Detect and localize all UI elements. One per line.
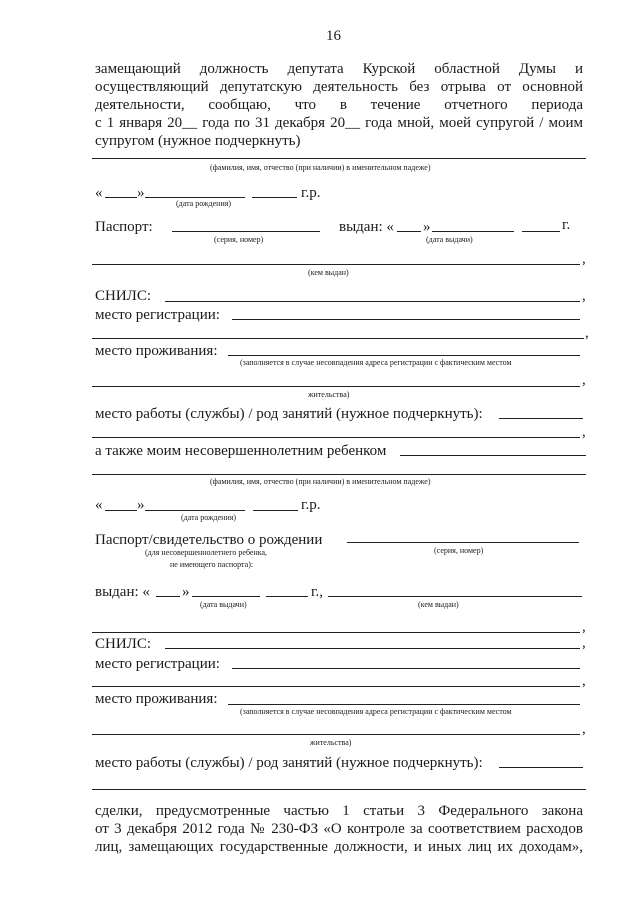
child-issued-label: выдан: « <box>95 584 150 600</box>
child-issued-year-g: г., <box>311 584 323 600</box>
spouse-snils-label: СНИЛС: <box>95 288 152 304</box>
spouse-work-label: место работы (службы) / род занятий (нужное подчеркнуть): <box>95 406 483 422</box>
spouse-snils-comma: , <box>582 288 586 304</box>
child-work-line-2[interactable] <box>92 789 586 790</box>
child-issued-by-line[interactable] <box>328 596 582 597</box>
child-fio-line-2[interactable] <box>92 474 586 475</box>
spouse-res-comma: , <box>582 372 586 388</box>
spouse-issued-by-comma: , <box>582 251 586 267</box>
child-issued-by-hint: (кем выдан) <box>418 600 459 609</box>
spouse-issued-year-g: г. <box>562 217 571 233</box>
child-reg-comma: , <box>582 673 586 689</box>
spouse-reg-line-2[interactable] <box>92 338 584 339</box>
child-birth-year-line[interactable] <box>253 510 298 511</box>
child-intro: а также моим несовершеннолетним ребенком <box>95 443 387 459</box>
child-birth-day-line[interactable] <box>105 510 137 511</box>
spouse-issued-day-line[interactable] <box>397 231 421 232</box>
spouse-reg-line-1[interactable] <box>232 319 580 320</box>
child-birth-year-suffix: г.р. <box>301 497 321 513</box>
spouse-reg-comma: , <box>585 325 589 341</box>
outro-line-2: от 3 декабря 2012 года № 230-ФЗ «О контроле за соответствием расходов <box>95 821 583 837</box>
spouse-birth-month-line[interactable] <box>145 197 245 198</box>
child-res-hint-1: (заполняется в случае несовпадения адреса регистрации с фактическим местом <box>240 707 512 716</box>
spouse-birth-day-line[interactable] <box>105 197 137 198</box>
spouse-series-hint: (серия, номер) <box>214 235 264 244</box>
intro-line-1: замещающий должность депутата Курской областной Думы и <box>95 61 583 77</box>
child-work-line-1[interactable] <box>499 767 583 768</box>
spouse-reg-label: место регистрации: <box>95 307 220 323</box>
spouse-issued-by-hint: (кем выдан) <box>308 268 349 277</box>
spouse-birth-quote-close: » <box>137 185 145 201</box>
spouse-res-line-2[interactable] <box>92 386 580 387</box>
spouse-fio-line[interactable] <box>92 158 586 159</box>
child-series-hint: (серия, номер) <box>434 546 484 555</box>
page-number: 16 <box>326 28 341 44</box>
child-reg-line-1[interactable] <box>232 668 580 669</box>
spouse-birth-year-line[interactable] <box>252 197 297 198</box>
spouse-fio-hint: (фамилия, имя, отчество (при наличии) в именительном падеже) <box>210 163 431 172</box>
child-fio-hint: (фамилия, имя, отчество (при наличии) в именительном падеже) <box>210 477 431 486</box>
child-snils-comma: , <box>582 635 586 651</box>
spouse-passport-label: Паспорт: <box>95 219 153 235</box>
spouse-res-hint-1: (заполняется в случае несовпадения адреса регистрации с фактическим местом <box>240 358 512 367</box>
spouse-birth-quote-open: « <box>95 185 103 201</box>
child-res-comma: , <box>582 721 586 737</box>
spouse-snils-line[interactable] <box>165 301 580 302</box>
intro-line-5: супругом (нужное подчеркнуть) <box>95 133 301 149</box>
spouse-issued-close: » <box>423 219 431 235</box>
spouse-work-line-1[interactable] <box>499 418 583 419</box>
child-issued-by-line-2[interactable] <box>92 632 580 633</box>
spouse-res-label: место проживания: <box>95 343 218 359</box>
intro-line-4: с 1 января 20__ года по 31 декабря 20__ года мной, моей супругой / моим <box>95 115 583 131</box>
spouse-issued-year-line[interactable] <box>522 231 560 232</box>
spouse-issued-month-line[interactable] <box>432 231 514 232</box>
spouse-res-line-1[interactable] <box>228 355 580 356</box>
child-snils-line[interactable] <box>165 648 580 649</box>
child-passport-hint-2: не имеющего паспорта): <box>170 560 254 569</box>
child-issued-by-comma: , <box>582 619 586 635</box>
child-passport-label: Паспорт/свидетельство о рождении <box>95 532 323 548</box>
intro-line-2: осуществляющий депутатскую деятельность без отрыва от основной <box>95 79 583 95</box>
spouse-birth-hint: (дата рождения) <box>176 199 232 208</box>
spouse-issued-by-line[interactable] <box>92 264 580 265</box>
spouse-issue-date-hint: (дата выдачи) <box>426 235 473 244</box>
child-res-line-2[interactable] <box>92 734 580 735</box>
child-birth-hint: (дата рождения) <box>181 513 237 522</box>
spouse-passport-series-line[interactable] <box>172 231 320 232</box>
child-passport-hint-1: (для несовершеннолетнего ребенка, <box>145 548 268 557</box>
outro-line-3: лиц, замещающих государственные должности, и иных лиц их доходам», <box>95 839 583 855</box>
intro-line-3: деятельности, сообщаю, что в течение отчетного периода <box>95 97 583 113</box>
spouse-res-hint-2: жительства) <box>308 390 350 399</box>
child-reg-line-2[interactable] <box>92 686 580 687</box>
spouse-work-comma: , <box>582 424 586 440</box>
child-issued-month-line[interactable] <box>192 596 260 597</box>
child-issue-date-hint: (дата выдачи) <box>200 600 247 609</box>
spouse-birth-year-suffix: г.р. <box>301 185 321 201</box>
child-issued-year-line[interactable] <box>266 596 308 597</box>
spouse-issued-label: выдан: « <box>339 219 394 235</box>
child-res-hint-2: жительства) <box>310 738 352 747</box>
intro-paragraph <box>95 60 583 150</box>
spouse-work-line-2[interactable] <box>92 437 580 438</box>
child-birth-month-line[interactable] <box>145 510 245 511</box>
child-issued-close: » <box>182 584 190 600</box>
child-res-label: место проживания: <box>95 691 218 707</box>
child-work-label: место работы (службы) / род занятий (нужное подчеркнуть): <box>95 755 483 771</box>
outro-line-1: сделки, предусмотренные частью 1 статьи 3 Федерального закона <box>95 803 583 819</box>
child-birth-quote-open: « <box>95 497 103 513</box>
child-birth-quote-close: » <box>137 497 145 513</box>
child-passport-series-line[interactable] <box>347 542 579 543</box>
child-reg-label: место регистрации: <box>95 656 220 672</box>
child-issued-day-line[interactable] <box>156 596 180 597</box>
child-res-line-1[interactable] <box>228 704 580 705</box>
outro-paragraph <box>95 802 583 856</box>
child-snils-label: СНИЛС: <box>95 636 152 652</box>
child-fio-line-1[interactable] <box>400 455 586 456</box>
